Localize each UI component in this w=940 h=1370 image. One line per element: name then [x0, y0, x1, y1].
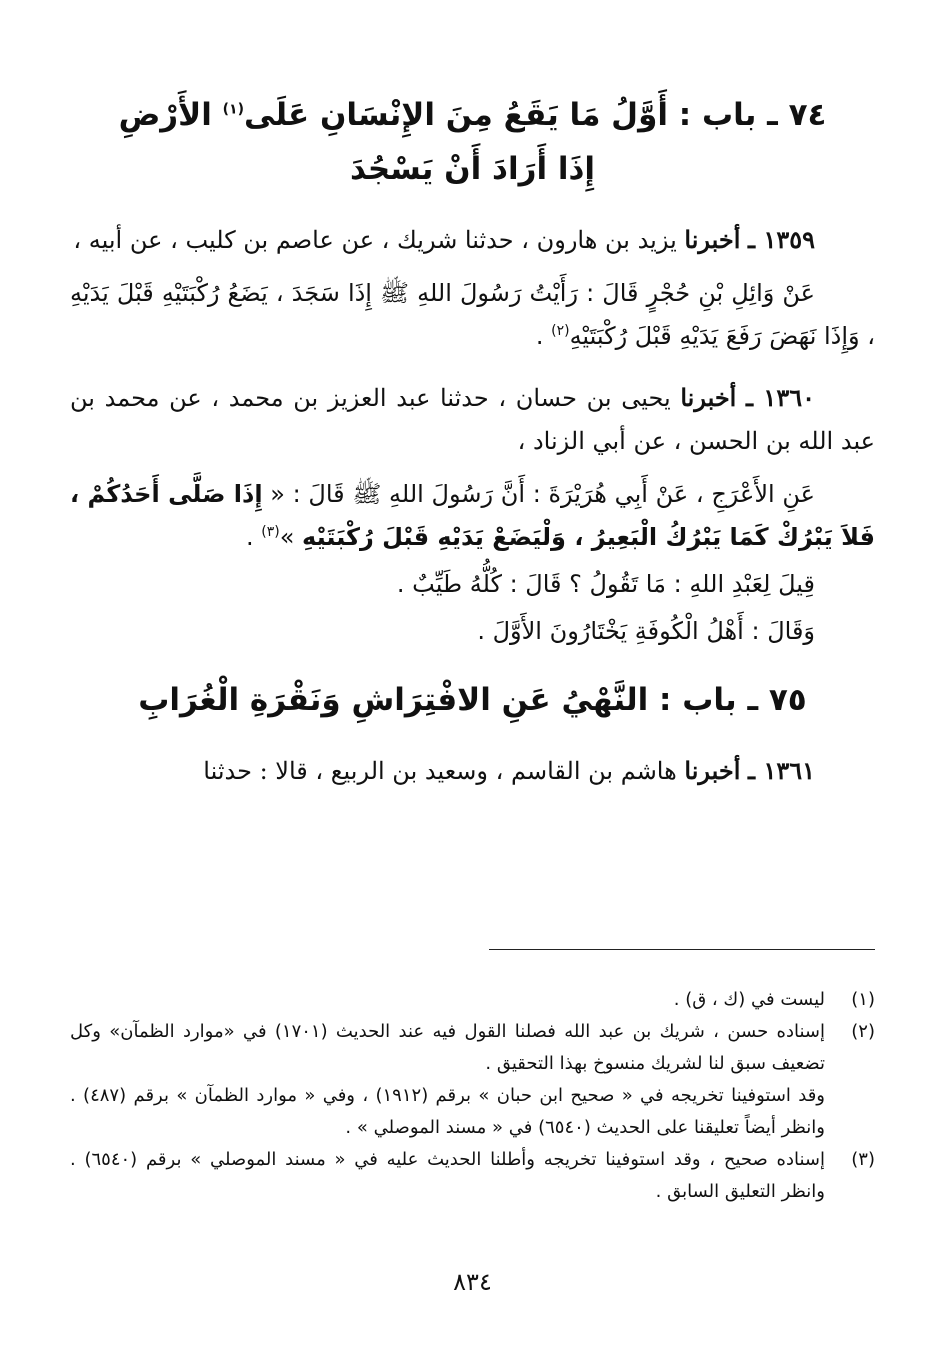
hadith-1360-matn-close: » [279, 523, 303, 551]
hadith-number-1360: ١٣٦٠ ـ [746, 383, 815, 412]
footnote-3 [70, 1144, 875, 1208]
hadith-number-1359: ١٣٥٩ ـ [748, 225, 815, 254]
hadith-1360-question-line: قِيلَ لِعَبْدِ اللهِ : مَا تَقُولُ ؟ قَالَ : كُلُّهُ طَيِّبٌ . [396, 570, 815, 598]
hadith-1360-matn-intro: عَنِ الأَعْرَجِ ، عَنْ أَبِي هُرَيْرَةَ : أَنَّ رَسُولَ اللهِ ﷺ قَالَ : « [270, 480, 816, 508]
chapter-74-heading [70, 88, 875, 196]
chapter-75-heading [70, 673, 875, 727]
footnote-1-number: (١) [851, 989, 875, 1010]
footnotes [70, 984, 875, 1208]
chapter-74-title-end: الأَرْضِ [118, 97, 212, 133]
footnote-marker-2[interactable]: (٢) [551, 323, 570, 339]
hadith-1360-kufa-line: وَقَالَ : أَهْلُ الْكُوفَةِ يَخْتَارُونَ الأَوَّلَ . [477, 617, 815, 645]
chapter-75-title: ٧٥ ـ باب : النَّهْيُ عَنِ الافْتِرَاشِ وَنَقْرَةِ الْغُرَابِ [138, 682, 807, 718]
footnote-2-text: إسناده حسن ، شريك بن عبد الله فصلنا القول فيه عند الحديث (١٧٠١) في «موارد الظمآن» وكل تضعيف سبق لنا لشريك منسوخ بهذا التحقيق . [70, 1021, 825, 1074]
footnote-3-number: (٣) [851, 1149, 875, 1170]
footnote-2-text-continued: وقد استوفينا تخريجه في « صحيح ابن حبان » برقم (١٩١٢) ، وفي « موارد الظمآن » برقم (٤٨٧) . وانظر أيضاً تعليقنا على الحديث (٦٥٤٠) في « مسند الموصلي » . [70, 1085, 825, 1138]
book-page [70, 80, 875, 1350]
hadith-1359-isnad [70, 218, 875, 262]
hadith-1360-matn [70, 473, 875, 559]
hadith-1361-lead: أخبرنا [684, 756, 741, 785]
hadith-number-1361: ١٣٦١ ـ [748, 756, 815, 785]
hadith-1360-end: . [246, 523, 262, 551]
page-number: ٨٣٤ [453, 1268, 492, 1296]
chapter-74-heading-line-1 [70, 88, 875, 142]
hadith-1360-isnad [70, 376, 875, 463]
footnote-2-number: (٢) [851, 1021, 875, 1042]
chapter-74-title-text: ٧٤ ـ باب : أَوَّلُ مَا يَقَعُ مِنَ الإِنْسَانِ عَلَى [243, 97, 827, 133]
footnote-1-text: ليست في (ك ، ق) . [673, 989, 825, 1010]
hadith-1361-isnad-text: هاشم بن القاسم ، وسعيد بن الربيع ، قالا : حدثنا [203, 757, 677, 785]
hadith-1361-isnad [70, 749, 875, 793]
hadith-1359-matn-text: عَنْ وَائِلِ بْنِ حُجْرٍ قَالَ : رَأَيْتُ رَسُولَ اللهِ ﷺ إِذَا سَجَدَ ، يَضَعُ رُكْبَتَيْهِ قَبْلَ يَدَيْهِ ، وَإِذَا نَهَضَ رَفَعَ يَدَيْهِ قَبْلَ رُكْبَتَيْهِ [70, 279, 875, 350]
footnote-marker-1[interactable]: (١) [222, 101, 244, 118]
hadith-1359-end: . [535, 322, 552, 350]
hadith-1360-lead: أخبرنا [680, 383, 737, 412]
hadith-1359-isnad-text: يزيد بن هارون ، حدثنا شريك ، عن عاصم بن كليب ، عن أبيه ، [73, 226, 677, 254]
footnote-divider [489, 949, 875, 950]
footnote-1 [70, 984, 875, 1016]
hadith-1359-matn [70, 272, 875, 358]
footnote-marker-3[interactable]: (٣) [261, 524, 280, 540]
hadith-1360-isnad-text: يحيى بن حسان ، حدثنا عبد العزيز بن محمد ، عن محمد بن عبد الله بن الحسن ، عن أبي الزناد ، [70, 384, 875, 455]
hadith-1359-lead: أخبرنا [684, 225, 741, 254]
footnote-2 [70, 1016, 875, 1144]
footnote-3-text: إسناده صحيح ، وقد استوفينا تخريجه وأطلنا الحديث عليه في « مسند الموصلي » برقم (٦٥٤٠) . وانظر التعليق السابق . [70, 1149, 826, 1202]
hadith-1360-matn-quote: إِذَا صَلَّى أَحَدُكُمْ ، فَلاَ يَبْرُكْ كَمَا يَبْرُكُ الْبَعِيرُ ، وَلْيَضَعْ يَدَيْهِ قَبْلَ رُكْبَتَيْهِ [70, 480, 875, 551]
chapter-74-heading-line-2: إِذَا أَرَادَ أَنْ يَسْجُدَ [349, 151, 596, 187]
